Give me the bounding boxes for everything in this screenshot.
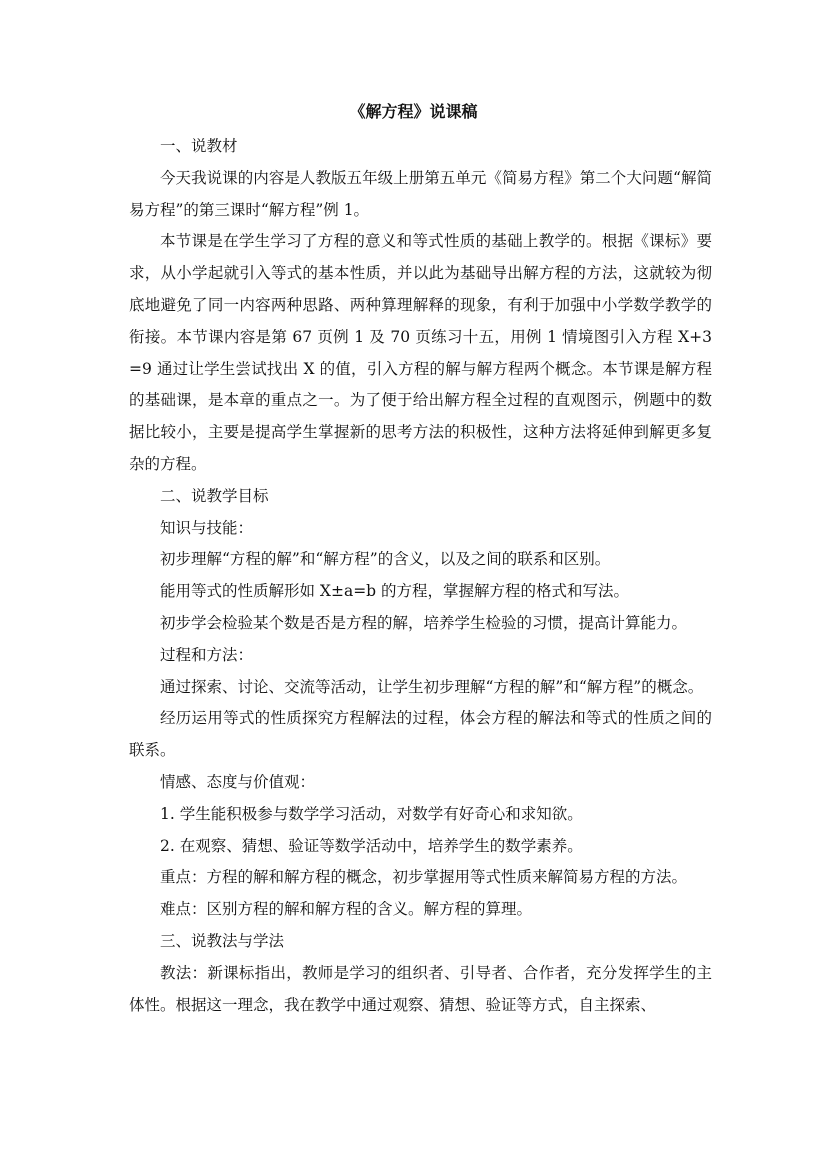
- document-title: 《解方程》说课稿: [349, 102, 478, 121]
- subheading-attitude-values: 情感、态度与价值观：: [160, 772, 316, 791]
- objective-item: 2. 在观察、猜想、验证等数学活动中，培养学生的数学素养。: [160, 836, 583, 855]
- objective-item: 1. 学生能积极参与数学学习活动，对数学有好奇心和求知欲。: [160, 804, 583, 823]
- subheading-process-method: 过程和方法：: [160, 645, 254, 664]
- objective-item: 经历运用等式的性质探究方程解法的过程，体会方程的解法和等式的性质之间的联系。: [129, 709, 712, 760]
- section-heading-objectives: 二、说教学目标: [160, 486, 269, 505]
- objective-item: 通过探索、讨论、交流等活动，让学生初步理解“方程的解”和“解方程”的概念。: [160, 677, 704, 696]
- key-point: 重点：方程的解和解方程的概念，初步掌握用等式性质来解简易方程的方法。: [160, 868, 688, 887]
- objective-item: 能用等式的性质解形如 X±a=b 的方程，掌握解方程的格式和写法。: [160, 582, 630, 601]
- difficult-point: 难点：区别方程的解和解方程的含义。解方程的算理。: [160, 900, 533, 919]
- objective-item: 初步理解“方程的解”和“解方程”的含义，以及之间的联系和区别。: [160, 550, 611, 569]
- section-heading-textbook: 一、说教材: [160, 137, 238, 155]
- section-heading-methods: 三、说教法与学法: [160, 931, 285, 950]
- paragraph-teaching-method: 教法：新课标指出，教师是学习的组织者、引导者、合作者，充分发挥学生的主体性。根据这一理念，我在教学中通过观察、猜想、验证等方式，自主探索、: [129, 963, 712, 1014]
- objective-item: 初步学会检验某个数是否是方程的解，培养学生检验的习惯，提高计算能力。: [160, 613, 688, 632]
- document-body: [129, 131, 712, 1021]
- subheading-knowledge-skills: 知识与技能：: [160, 518, 254, 537]
- paragraph-lesson-background: 本节课是在学生学习了方程的意义和等式性质的基础上教学的。根据《课标》要求，从小学起就引入等式的基本性质，并以此为基础导出解方程的方法，这就较为彻底地避免了同一内容两种思路、两种算理解释的现象，有利于加强中小学数学教学的衔接。本节课内容是第 67 页例 1 及 70 页练习十五，用例 1 情境图引入方程 X+3=9 通过让学生尝试找出 X 的值，引入方程的解与解方程两个概念。本节课是解方程的基础课，是本章的重点之一。为了便于给出解方程全过程的直观图示，例题中的数据比较小，主要是提高学生掌握新的思考方法的积极性，这种方法将延伸到解更多复杂的方程。: [129, 232, 712, 473]
- paragraph-lesson-content: 今天我说课的内容是人教版五年级上册第五单元《简易方程》第二个大问题“解简易方程”的第三课时“解方程”例 1。: [129, 168, 712, 219]
